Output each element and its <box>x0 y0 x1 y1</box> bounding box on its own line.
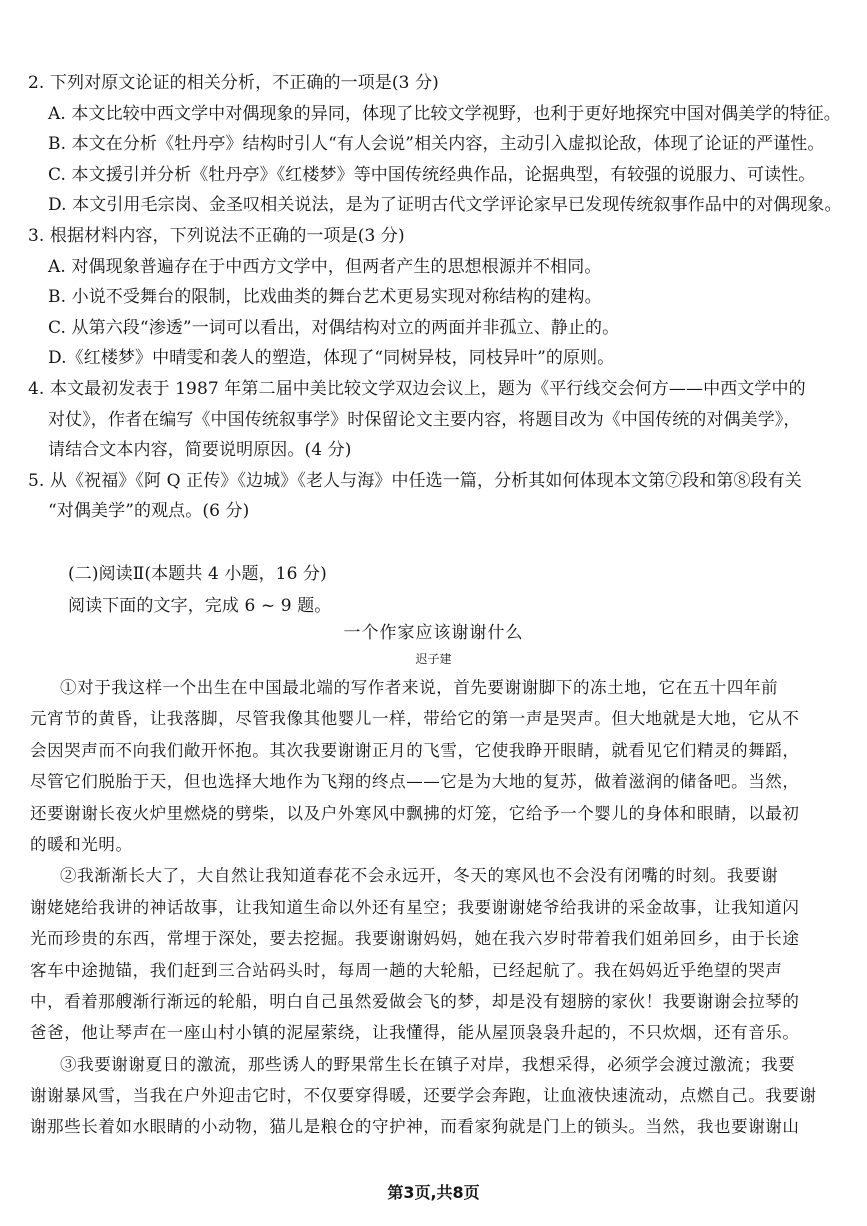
essay-line: 的暖和光明。 <box>30 834 133 854</box>
page-number: 第3页,共8页 <box>387 1183 480 1202</box>
essay-line: 还要谢谢长夜火炉里燃烧的劈柴，以及户外寒风中飘拂的灯笼，它给予一个婴儿的身体和眼睛，以最初 <box>30 803 800 823</box>
essay-author: 迟子建 <box>415 652 452 666</box>
essay-line: 客车中途抛锚，我们赶到三合站码头时，每周一趟的大轮船，已经起航了。我在妈妈近乎绝望的哭声 <box>30 960 783 980</box>
question-2-option-c: C. 本文援引并分析《牡丹亭》《红楼梦》等中国传统经典作品，论据典型，有较强的说服力、可读性。 <box>48 164 816 185</box>
question-2-stem: 2. 下列对原文论证的相关分析，不正确的一项是(3 分) <box>28 73 439 93</box>
question-3-option-c: C. 从第六段“渗透”一词可以看出，对偶结构对立的两面并非孤立、静止的。 <box>48 317 620 338</box>
question-3-option-b: B. 小说不受舞台的限制，比戏曲类的舞台艺术更易实现对称结构的建构。 <box>48 287 602 308</box>
essay-line: 谢那些长着如水眼睛的小动物，猫儿是粮仓的守护神，而看家狗就是门上的锁头。当然，我也要谢谢山 <box>30 1117 800 1137</box>
question-4-line-1: 4. 本文最初发表于 1987 年第二届中美比较文学双边会议上，题为《平行线交会何方——中西文学中的 <box>28 378 806 399</box>
essay-line: 会因哭声而不向我们敞开怀抱。其次我要谢谢正月的飞雪，它使我睁开眼睛，就看见它们精灵的舞蹈， <box>30 740 800 760</box>
question-3-stem: 3. 根据材料内容，下列说法不正确的一项是(3 分) <box>28 225 405 246</box>
essay-body <box>30 672 842 1143</box>
question-2-option-d: D. 本文引用毛宗岗、金圣叹相关说法，是为了证明古代文学评论家早已发现传统叙事作品中的对偶现象。 <box>48 195 842 216</box>
essay-line: 元宵节的黄昏，让我落脚，尽管我像其他婴儿一样，带给它的第一声是哭声。但大地就是大地，它从不 <box>30 709 800 729</box>
question-4-line-2: 对仗》，作者在编写《中国传统叙事学》时保留论文主要内容，将题目改为《中国传统的对偶美学》， <box>48 409 801 430</box>
essay-line: 谢谢暴风雪，当我在户外迎击它时，不仅要穿得暖，还要学会奔跑，让血液快速流动，点燃自己。我要谢 <box>30 1086 817 1106</box>
essay-line: 爸爸，他让琴声在一座山村小镇的泥屋萦绕，让我懂得，能从屋顶袅袅升起的，不只炊烟，还有音乐。 <box>30 1023 800 1043</box>
essay-line: 光而珍贵的东西，常埋于深处，要去挖掘。我要谢谢妈妈，她在我六岁时带着我们姐弟回乡，由于长途 <box>30 929 800 949</box>
essay-line: ①对于我这样一个出生在中国最北端的写作者来说，首先要谢谢脚下的冻土地，它在五十四年前 <box>60 678 779 697</box>
reading-section-header <box>68 558 848 622</box>
essay-title: 一个作家应该谢谢什么 <box>343 623 524 643</box>
questions-section <box>28 68 850 527</box>
question-2-option-a: A. 本文比较中西文学中对偶现象的异同，体现了比较文学视野，也利于更好地探究中国对偶美学的特征。 <box>48 103 841 124</box>
essay-line: ③我要谢谢夏日的激流，那些诱人的野果常生长在镇子对岸，我想采得，必须学会渡过激流；我要 <box>60 1054 796 1074</box>
question-4-line-3: 请结合文本内容，简要说明原因。(4 分) <box>48 440 352 461</box>
question-3-option-a: A. 对偶现象普遍存在于中西方文学中，但两者产生的思想根源并不相同。 <box>48 256 602 277</box>
question-5-line-1: 5. 从《祝福》《阿 Q 正传》《边城》《老人与海》中任选一篇，分析其如何体现本文第⑦段和第⑧段有关 <box>28 470 802 491</box>
question-2-option-b: B. 本文在分析《牡丹亭》结构时引人“有人会说”相关内容，主动引入虚拟论敌，体现了论证的严谨性。 <box>48 134 825 155</box>
section-instruction: 阅读下面的文字，完成 6 ~ 9 题。 <box>68 596 332 616</box>
essay-line: 尽管它们脱胎于天，但也选择大地作为飞翔的终点——它是为大地的复苏，做着滋润的储备吧。当然， <box>30 772 800 792</box>
essay-line: 谢姥姥给我讲的神话故事，让我知道生命以外还有星空；我要谢谢姥爷给我讲的采金故事，让我知道闪 <box>30 897 800 917</box>
question-3-option-d: D.《红楼梦》中晴雯和袭人的塑造，体现了“同树异枝，同枝异叶”的原则。 <box>48 348 615 369</box>
essay-line: 中，看着那艘渐行渐远的轮船，明白自己虽然爱做会飞的梦，却是没有翅膀的家伙！我要谢谢会拉琴的 <box>30 991 800 1011</box>
essay-line: ②我渐渐长大了，大自然让我知道春花不会永远开，冬天的寒风也不会没有闭嘴的时刻。我要谢 <box>60 866 779 886</box>
question-5-line-2: “对偶美学”的观点。(6 分) <box>48 501 250 522</box>
section-heading: (二)阅读Ⅱ(本题共 4 小题，16 分) <box>68 564 327 584</box>
